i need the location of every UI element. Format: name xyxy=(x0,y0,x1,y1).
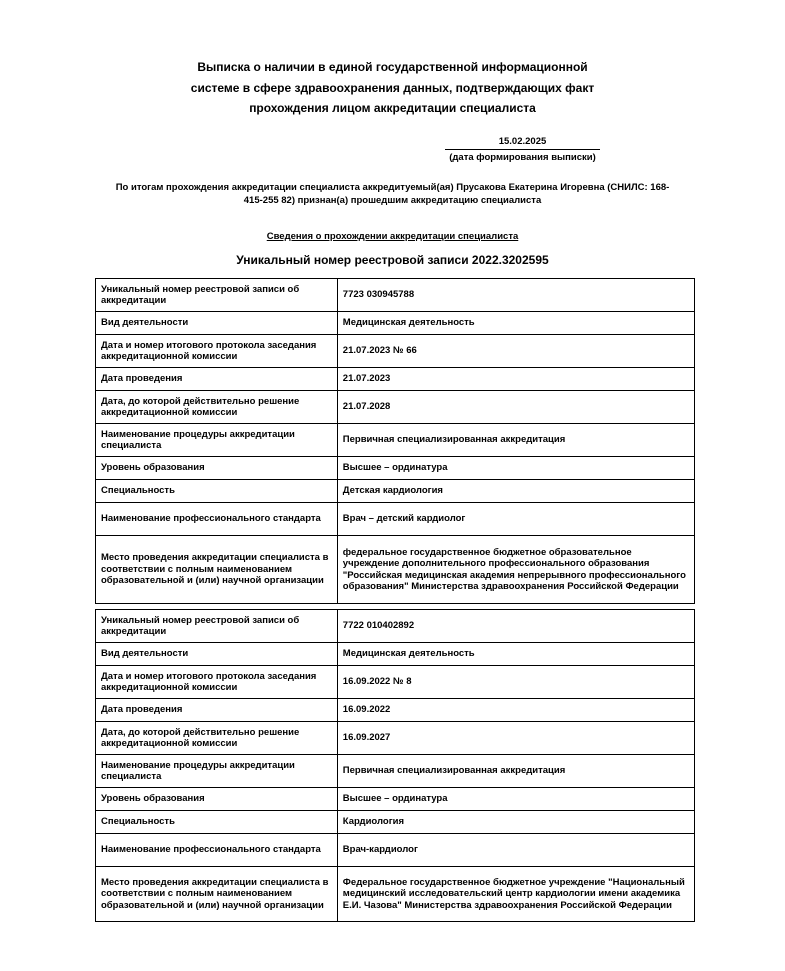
row-label: Наименование процедуры аккредитации специалиста xyxy=(96,755,338,788)
intro-line: По итогам прохождения аккредитации специалиста аккредитуемый(ая) Прусакова Екатерина Игоревна (СНИЛС: 168- xyxy=(115,182,670,193)
title-line: прохождения лицом аккредитации специалиста xyxy=(249,101,536,115)
row-label: Специальность xyxy=(96,811,338,834)
table-row xyxy=(96,610,695,643)
row-label: Вид деятельности xyxy=(96,643,338,666)
intro-line: 415-255 82) признан(а) прошедшим аккредитацию специалиста xyxy=(243,194,542,206)
row-value: 7722 010402892 xyxy=(337,610,694,643)
table-row xyxy=(96,666,695,699)
table-row xyxy=(96,424,695,457)
intro-paragraph xyxy=(90,182,695,207)
row-value: Высшее – ординатура xyxy=(337,457,694,480)
row-label: Наименование профессионального стандарта xyxy=(96,503,338,536)
table-row xyxy=(96,536,695,604)
row-value: 16.09.2022 № 8 xyxy=(337,666,694,699)
row-value: Врач – детский кардиолог xyxy=(337,503,694,536)
table-row xyxy=(96,279,695,312)
table-row xyxy=(96,335,695,368)
row-label: Место проведения аккредитации специалиста в соответствии с полным наименованием образовательной и (или) научной организации xyxy=(96,867,338,922)
row-value: 16.09.2022 xyxy=(337,699,694,722)
table-row xyxy=(96,643,695,666)
section-title: Сведения о прохождении аккредитации специалиста xyxy=(266,231,519,242)
row-label: Уровень образования xyxy=(96,457,338,480)
table-row xyxy=(96,834,695,867)
row-value: Первичная специализированная аккредитация xyxy=(337,755,694,788)
date-block xyxy=(445,136,600,164)
table-row xyxy=(96,480,695,503)
row-label: Дата проведения xyxy=(96,368,338,391)
row-label: Дата проведения xyxy=(96,699,338,722)
row-value: федеральное государственное бюджетное образовательное учреждение дополнительного профессионального образования "Российская медицинская академия непрерывного профессионального образования" Министерства здравоохранения Российской Федерации xyxy=(337,536,694,604)
row-label: Дата и номер итогового протокола заседания аккредитационной комиссии xyxy=(96,335,338,368)
row-value: Медицинская деятельность xyxy=(337,643,694,666)
table-row xyxy=(96,755,695,788)
row-label: Уровень образования xyxy=(96,788,338,811)
accreditation-table-1 xyxy=(95,278,695,604)
table-row xyxy=(96,503,695,536)
table-row xyxy=(96,312,695,335)
row-value: Медицинская деятельность xyxy=(337,312,694,335)
row-label: Дата, до которой действительно решение аккредитационной комиссии xyxy=(96,722,338,755)
row-value: 21.07.2023 xyxy=(337,368,694,391)
row-label: Уникальный номер реестровой записи об аккредитации xyxy=(96,610,338,643)
row-value: 21.07.2023 № 66 xyxy=(337,335,694,368)
table-row xyxy=(96,722,695,755)
accreditation-table-2 xyxy=(95,609,695,922)
title-line: системе в сфере здравоохранения данных, подтверждающих факт xyxy=(190,80,595,95)
row-label: Дата и номер итогового протокола заседания аккредитационной комиссии xyxy=(96,666,338,699)
row-value: 16.09.2027 xyxy=(337,722,694,755)
row-value: Детская кардиология xyxy=(337,480,694,503)
document-title xyxy=(0,57,785,119)
row-value: 7723 030945788 xyxy=(337,279,694,312)
table-row xyxy=(96,788,695,811)
table-row xyxy=(96,699,695,722)
row-label: Место проведения аккредитации специалиста в соответствии с полным наименованием образовательной и (или) научной организации xyxy=(96,536,338,604)
row-value: Кардиология xyxy=(337,811,694,834)
row-label: Вид деятельности xyxy=(96,312,338,335)
table-row xyxy=(96,811,695,834)
row-value: Первичная специализированная аккредитация xyxy=(337,424,694,457)
generation-date-caption: (дата формирования выписки) xyxy=(449,152,596,163)
table-row xyxy=(96,391,695,424)
row-label: Дата, до которой действительно решение аккредитационной комиссии xyxy=(96,391,338,424)
row-label: Уникальный номер реестровой записи об аккредитации xyxy=(96,279,338,312)
row-value: Высшее – ординатура xyxy=(337,788,694,811)
title-line: Выписка о наличии в единой государственной информационной xyxy=(197,60,588,74)
table-row xyxy=(96,867,695,922)
table-row xyxy=(96,368,695,391)
row-value: 21.07.2028 xyxy=(337,391,694,424)
row-value: Федеральное государственное бюджетное учреждение "Национальный медицинский исследовательский центр кардиологии имени академика Е.И. Чазова" Министерства здравоохранения Российской Федерации xyxy=(337,867,694,922)
registry-title: Уникальный номер реестровой записи 2022.3202595 xyxy=(236,253,549,267)
generation-date: 15.02.2025 xyxy=(445,136,600,150)
row-label: Наименование процедуры аккредитации специалиста xyxy=(96,424,338,457)
row-value: Врач-кардиолог xyxy=(337,834,694,867)
row-label: Наименование профессионального стандарта xyxy=(96,834,338,867)
table-row xyxy=(96,457,695,480)
row-label: Специальность xyxy=(96,480,338,503)
